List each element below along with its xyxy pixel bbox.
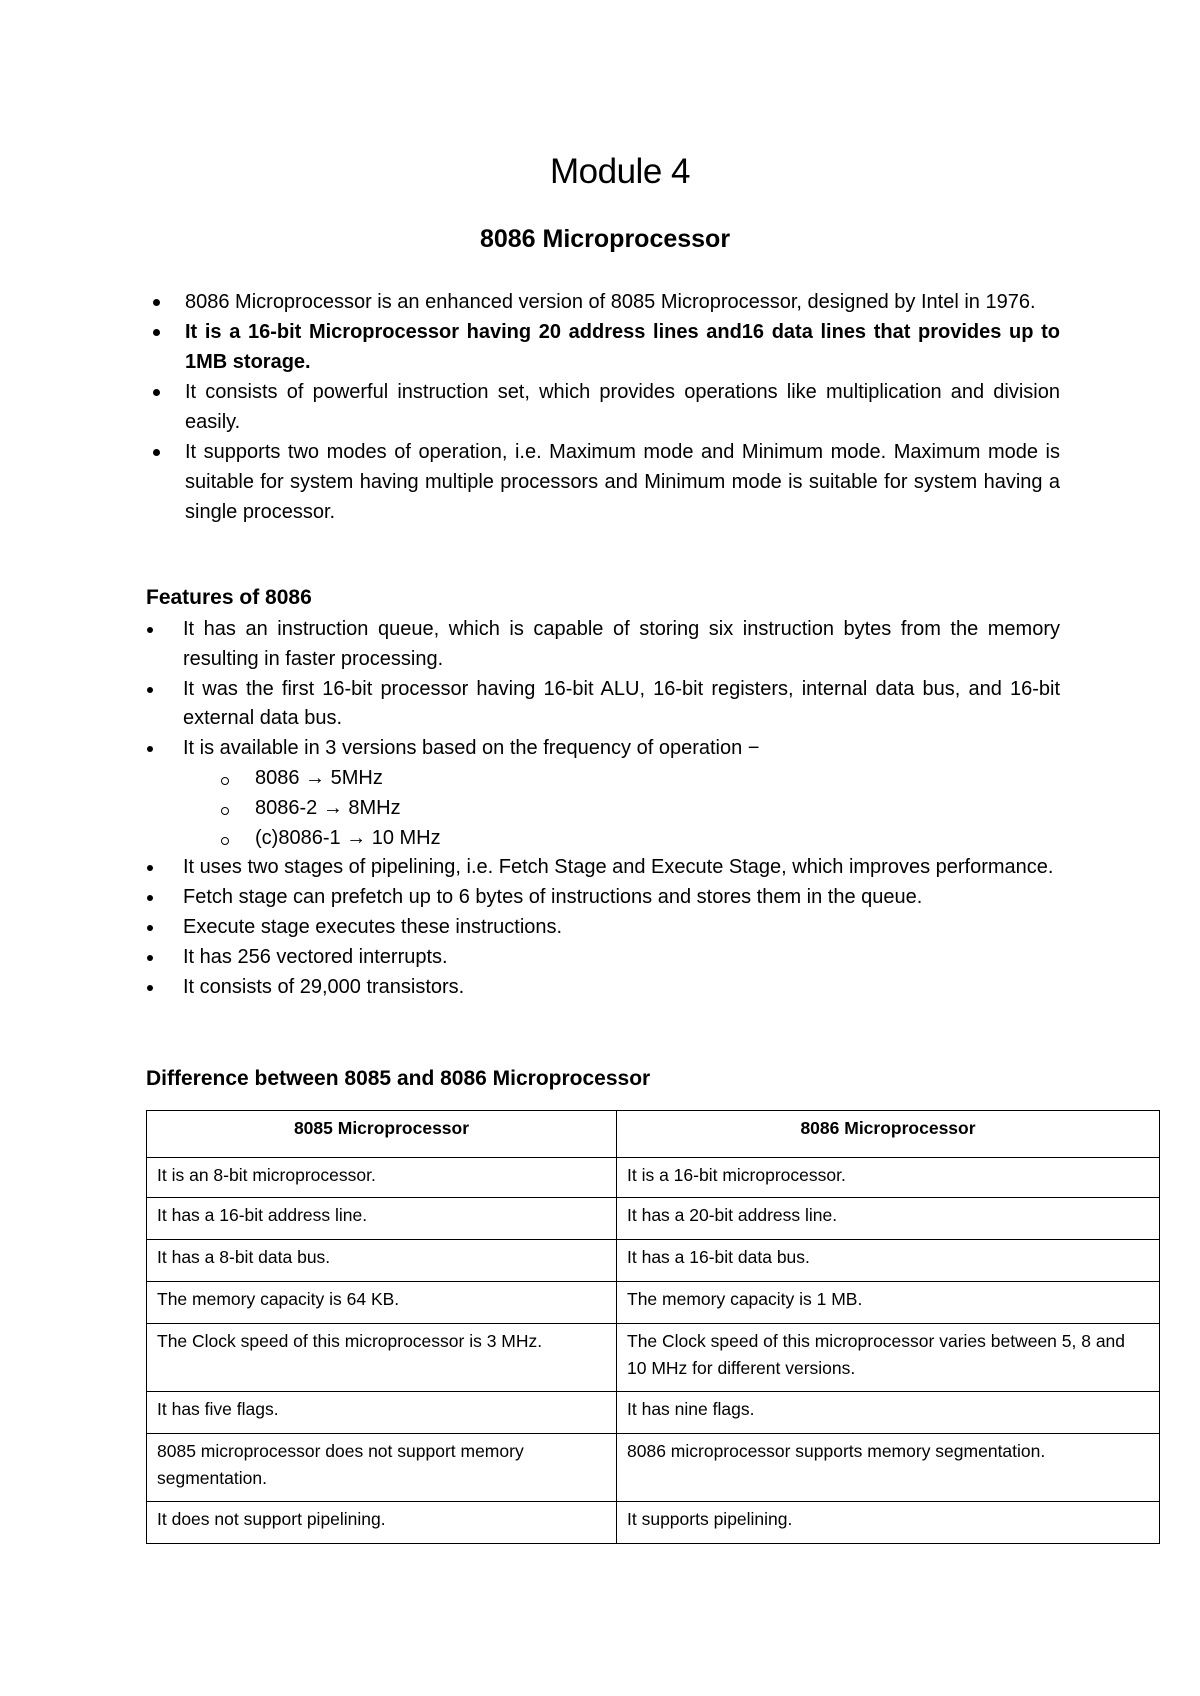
table-cell-8085: It does not support pipelining. bbox=[147, 1502, 617, 1544]
table-cell-8085: It has a 16-bit address line. bbox=[147, 1198, 617, 1240]
intro-item: 8086 Microprocessor is an enhanced version of 8085 Microprocessor, designed by Intel in 1976. bbox=[185, 287, 1060, 317]
table-cell-8086: It has nine flags. bbox=[617, 1392, 1160, 1434]
intro-item: It consists of powerful instruction set, which provides operations like multiplication and division easily. bbox=[185, 377, 1060, 437]
table-row bbox=[147, 1324, 1160, 1392]
table-cell-8086: It supports pipelining. bbox=[617, 1502, 1160, 1544]
table-cell-8086: The Clock speed of this microprocessor varies between 5, 8 and 10 MHz for different versions. bbox=[617, 1324, 1160, 1392]
page-subtitle: 8086 Microprocessor bbox=[479, 225, 731, 253]
feature-item: It consists of 29,000 transistors. bbox=[183, 973, 1060, 1003]
table-cell-8086: It has a 20-bit address line. bbox=[617, 1198, 1160, 1240]
table-cell-8085: It has a 8-bit data bus. bbox=[147, 1240, 617, 1282]
feature-subitem: 8086 → 5MHz bbox=[183, 764, 1060, 794]
table-row bbox=[147, 1282, 1160, 1324]
table-cell-8085: The memory capacity is 64 KB. bbox=[147, 1282, 617, 1324]
feature-item: Fetch stage can prefetch up to 6 bytes of instructions and stores them in the queue. bbox=[183, 883, 1060, 913]
feature-item: It has an instruction queue, which is capable of storing six instruction bytes from the memory resulting in faster processing. bbox=[183, 615, 1060, 675]
table-cell-8085: It has five flags. bbox=[147, 1392, 617, 1434]
table-header-8086: 8086 Microprocessor bbox=[617, 1111, 1160, 1158]
table-cell-8086: It has a 16-bit data bus. bbox=[617, 1240, 1160, 1282]
comparison-table bbox=[146, 1110, 1160, 1544]
page-title: Module 4 bbox=[550, 152, 690, 191]
table-row bbox=[147, 1240, 1160, 1282]
intro-list bbox=[185, 287, 1060, 527]
features-list bbox=[183, 615, 1060, 1002]
table-cell-8086: 8086 microprocessor supports memory segmentation. bbox=[617, 1434, 1160, 1502]
table-row bbox=[147, 1434, 1160, 1502]
table-row bbox=[147, 1392, 1160, 1434]
table-cell-8085: The Clock speed of this microprocessor is 3 MHz. bbox=[147, 1324, 617, 1392]
difference-heading: Difference between 8085 and 8086 Microprocessor bbox=[146, 1067, 651, 1090]
feature-item: It uses two stages of pipelining, i.e. Fetch Stage and Execute Stage, which improves performance. bbox=[183, 853, 1060, 883]
table-cell-8086: It is a 16-bit microprocessor. bbox=[617, 1158, 1160, 1198]
feature-item: It is available in 3 versions based on the frequency of operation − bbox=[183, 734, 1060, 764]
features-heading: Features of 8086 bbox=[146, 586, 312, 609]
feature-item: It was the first 16-bit processor having 16-bit ALU, 16-bit registers, internal data bus, and 16-bit external data bus. bbox=[183, 675, 1060, 735]
intro-item: It supports two modes of operation, i.e. Maximum mode and Minimum mode. Maximum mode is suitable for system having multiple processors and Minimum mode is suitable for system having a single processor. bbox=[185, 437, 1060, 527]
feature-item: It has 256 vectored interrupts. bbox=[183, 943, 1060, 973]
feature-subitem: (c)8086-1 → 10 MHz bbox=[183, 824, 1060, 854]
table-cell-8085: 8085 microprocessor does not support memory segmentation. bbox=[147, 1434, 617, 1502]
feature-subitem: 8086-2 → 8MHz bbox=[183, 794, 1060, 824]
table-row bbox=[147, 1502, 1160, 1544]
intro-item: It is a 16-bit Microprocessor having 20 address lines and16 data lines that provides up to 1MB storage. bbox=[185, 317, 1060, 377]
table-row bbox=[147, 1198, 1160, 1240]
table-header-row bbox=[147, 1111, 1160, 1158]
table-header-8085: 8085 Microprocessor bbox=[147, 1111, 617, 1158]
table-cell-8085: It is an 8-bit microprocessor. bbox=[147, 1158, 617, 1198]
table-row bbox=[147, 1158, 1160, 1198]
feature-item: Execute stage executes these instructions. bbox=[183, 913, 1060, 943]
table-cell-8086: The memory capacity is 1 MB. bbox=[617, 1282, 1160, 1324]
